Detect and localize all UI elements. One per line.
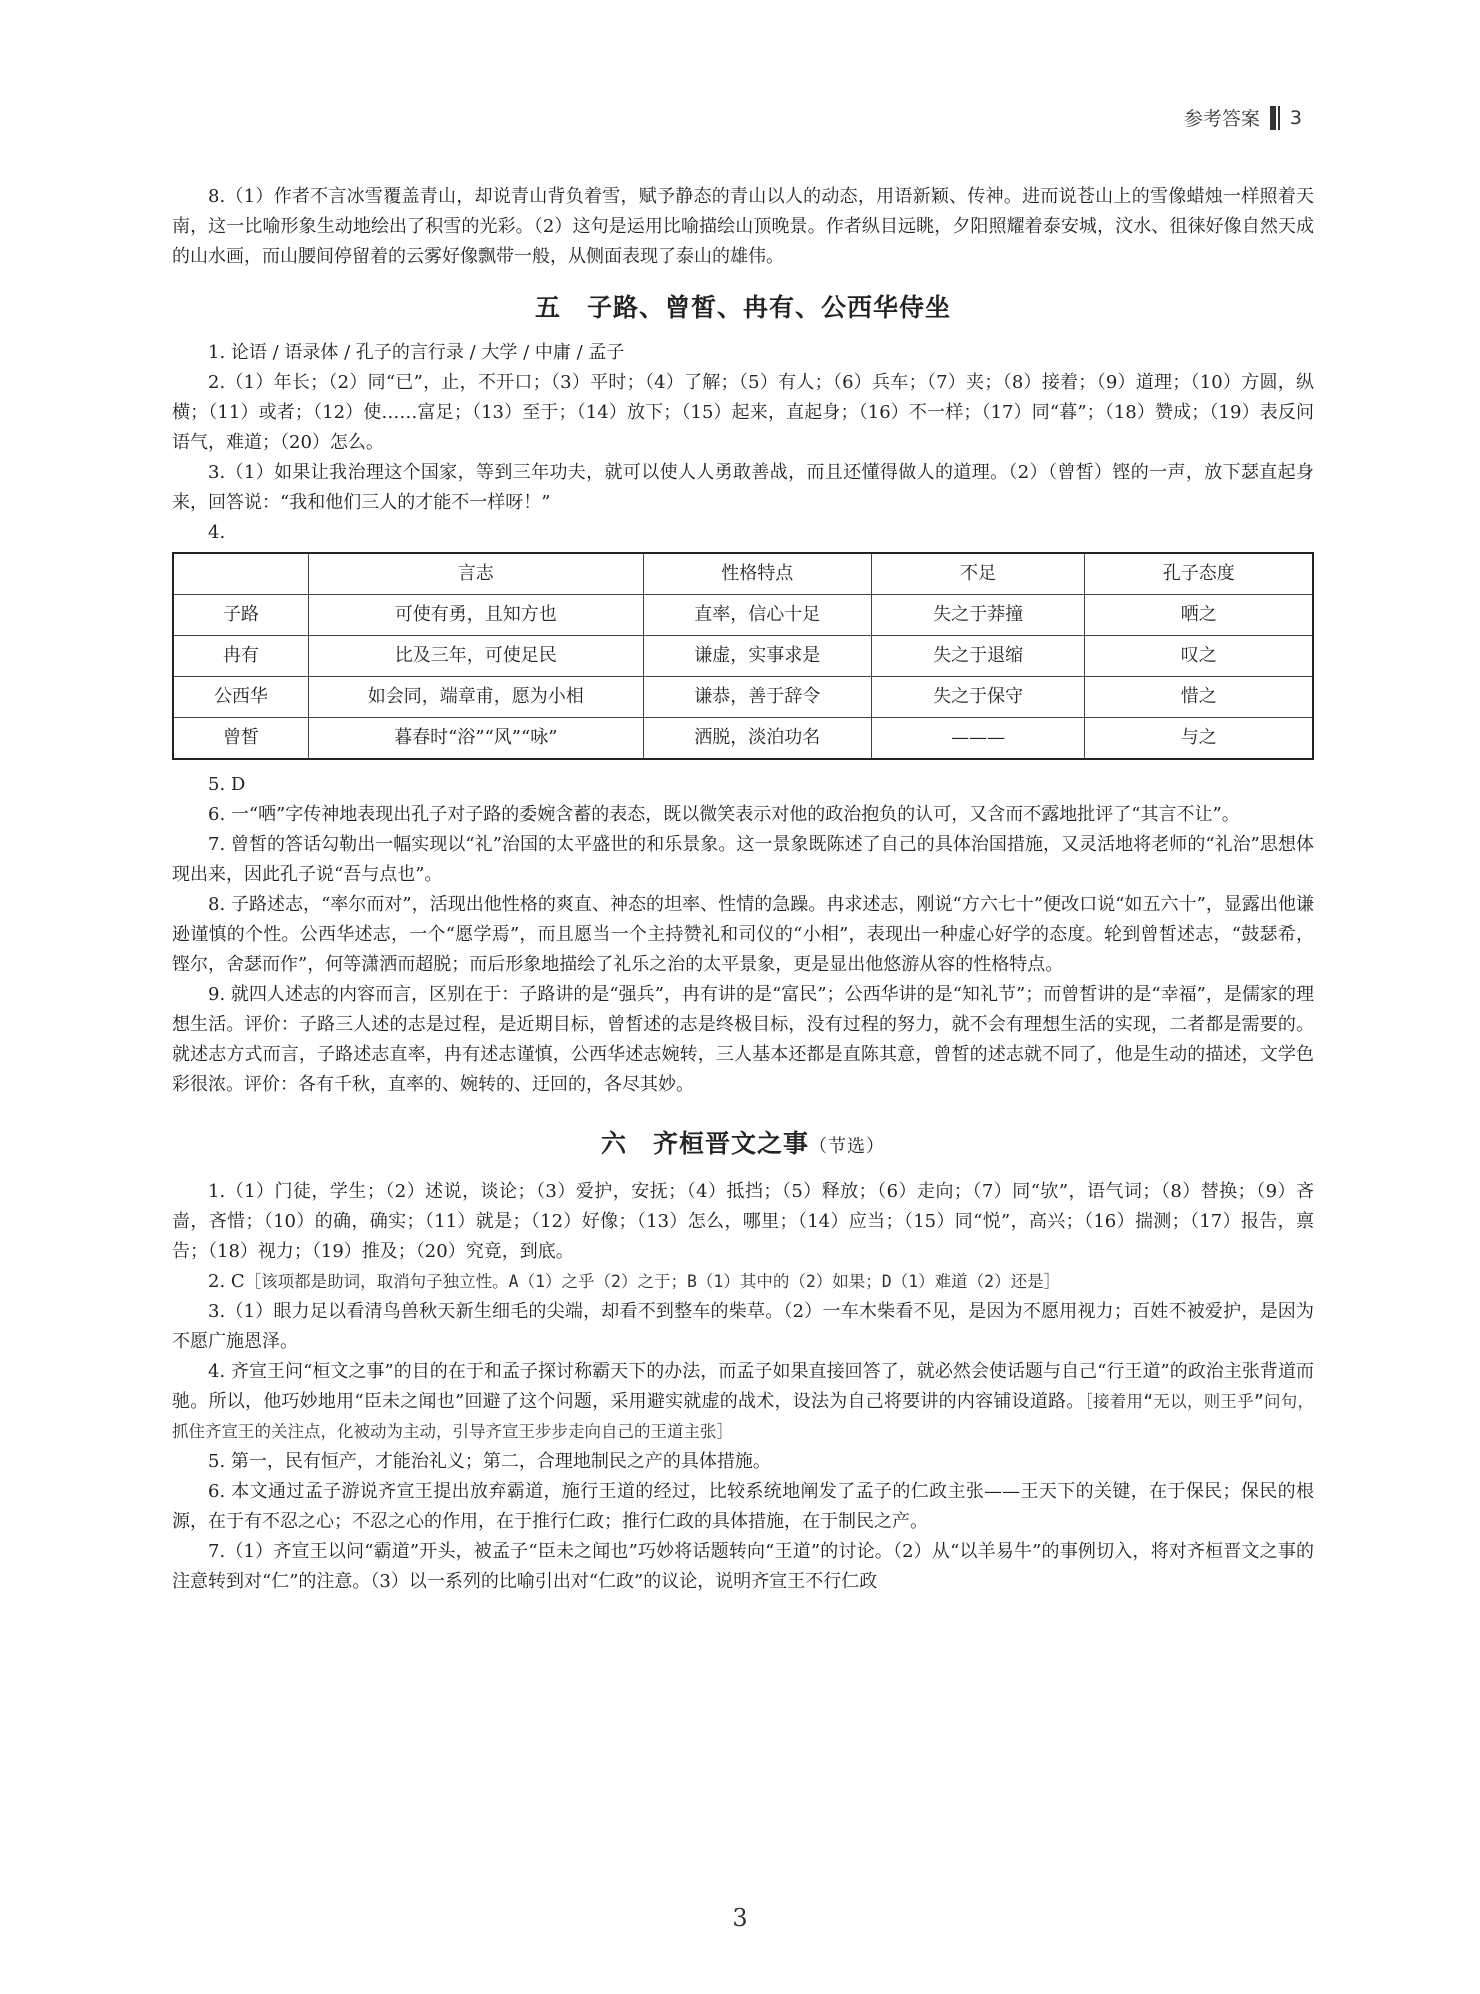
table-cell: 失之于保守	[871, 677, 1085, 718]
answer-item	[172, 458, 1314, 518]
table-row	[173, 636, 1313, 677]
answer-text: 6. 本文通过孟子游说齐宣王提出放弃霸道，施行王道的经过，比较系统地阐发了孟子的仁政主张——王天下的关键，在于保民；保民的根源，在于有不忍之心；不忍之心的作用，在于推行仁政；推行仁政的具体措施，在于制民之产。	[172, 1481, 1314, 1532]
table-header-cell: 不足	[871, 553, 1085, 595]
answer-note: ［该项都是助词，取消句子独立性。A（1）之乎（2）之于；B（1）其中的（2）如果；D（1）难道（2）还是］	[244, 1272, 1061, 1291]
answer-item	[172, 1177, 1314, 1267]
page-content	[172, 182, 1314, 1597]
section5-answers-a	[172, 338, 1314, 548]
answer-text: 8. 子路述志，“率尔而对”，活现出他性格的爽直、神态的坦率、性情的急躁。冉求述志，刚说“方六七十”便改口说“如五六十”，显露出他谦逊谨慎的个性。公西华述志，一个“愿学焉”，而且愿当一个主持赞礼和司仪的“小相”，表现出一种虚心好学的态度。轮到曾皙述志，“鼓瑟希，铿尔，舍瑟而作”，何等潇洒而超脱；而后形象地描绘了礼乐之治的太平景象，更是显出他悠游从容的性格特点。	[172, 894, 1314, 975]
section-title-5: 五 子路、曾皙、冉有、公西华侍坐	[534, 293, 951, 322]
table-body	[173, 595, 1313, 760]
table-cell: 冉有	[173, 636, 308, 677]
answer-text: 7.（1）齐宣王以问“霸道”开头，被孟子“臣未之闻也”巧妙将话题转向“王道”的讨论。（2）从“以羊易牛”的事例切入，将对齐桓晋文之事的注意转到对“仁”的注意。（3）以一系列的比喻引出对“仁政”的议论，说明齐宣王不行仁政	[172, 1541, 1314, 1592]
table-cell: 曾皙	[173, 718, 308, 760]
table-cell: 谦恭，善于辞令	[643, 677, 871, 718]
answer-text: 8.（1）作者不言冰雪覆盖青山，却说青山背负着雪，赋予静态的青山以人的动态，用语新颖、传神。进而说苍山上的雪像蜡烛一样照着天南，这一比喻形象生动地绘出了积雪的光彩。（2）这句是运用比喻描绘山顶晚景。作者纵目远眺，夕阳照耀着泰安城，汶水、徂徕好像自然天成的山水画，而山腰间停留着的云雾好像飘带一般，从侧面表现了泰山的雄伟。	[172, 186, 1314, 267]
answer-text: 1. 论语 / 语录体 / 孔子的言行录 / 大学 / 中庸 / 孟子	[208, 342, 625, 363]
section6-title-note: （节选）	[809, 1136, 885, 1157]
answer-text: 3.（1）眼力足以看清鸟兽秋天新生细毛的尖端，却看不到整车的柴草。（2）一车木柴看不见，是因为不愿用视力；百姓不被爱护，是因为不愿广施恩泽。	[172, 1301, 1314, 1352]
table-cell: 子路	[173, 595, 308, 636]
table-cell: 与之	[1085, 718, 1313, 760]
table-header-cell	[173, 553, 308, 595]
table-cell: 可使有勇，且知方也	[308, 595, 643, 636]
answer-item	[172, 1537, 1314, 1597]
answer-item	[172, 980, 1314, 1100]
answer-item	[172, 1297, 1314, 1357]
table-cell: 如会同，端章甫，愿为小相	[308, 677, 643, 718]
table-row	[173, 718, 1313, 760]
section6-answers	[172, 1177, 1314, 1597]
table-header-cell: 性格特点	[643, 553, 871, 595]
answer-text: 3.（1）如果让我治理这个国家，等到三年功夫，就可以使人人勇敢善战，而且还懂得做人的道理。（2）（曾皙）铿的一声，放下瑟直起身来，回答说：“我和他们三人的才能不一样呀！”	[172, 462, 1314, 513]
answer-item	[172, 830, 1314, 890]
answer-item	[172, 800, 1314, 830]
answer-item	[172, 1477, 1314, 1537]
comparison-table	[172, 552, 1314, 760]
page-number-footer: 3	[732, 1904, 748, 1932]
table-cell: 失之于莽撞	[871, 595, 1085, 636]
answer-item	[172, 770, 1314, 800]
table-cell: 失之于退缩	[871, 636, 1085, 677]
answer-text: 5. D	[208, 774, 246, 795]
intro-answers	[172, 182, 1314, 272]
answer-text: 9. 就四人述志的内容而言，区别在于：子路讲的是“强兵”，冉有讲的是“富民”；公西华讲的是“知礼节”；而曾皙讲的是“幸福”，是儒家的理想生活。评价：子路三人述的志是过程，是近期目标，曾皙述的志是终极目标，没有过程的努力，就不会有理想生活的实现，二者都是需要的。就述志方式而言，子路述志直率，冉有述志谨慎，公西华述志婉转，三人基本还都是直陈其意，曾皙的述志就不同了，他是生动的描述，文学色彩很浓。评价：各有千秋，直率的、婉转的、迂回的，各尽其妙。	[172, 984, 1314, 1095]
header-label: 参考答案	[1183, 108, 1260, 130]
answer-text: 1.（1）门徒，学生；（2）述说，谈论；（3）爱护，安抚；（4）抵挡；（5）释放；（6）走向；（7）同“欤”，语气词；（8）替换；（9）吝啬，吝惜；（10）的确，确实；（11）就是；（12）好像；（13）怎么，哪里；（14）应当；（15）同“悦”，高兴；（16）揣测；（17）报告，禀告；（18）视力；（19）推及；（20）究竟，到底。	[172, 1181, 1314, 1262]
answer-item	[172, 890, 1314, 980]
answer-note: ［接着用“无以，则王乎”问句，抓住齐宣王的关注点，化被动为主动，引导齐宣王步步走向自己的王道主张］	[172, 1392, 1314, 1441]
answer-item	[172, 338, 1314, 368]
answer-text: 4. 齐宣王问“桓文之事”的目的在于和孟子探讨称霸天下的办法，而孟子如果直接回答了，就必然会使话题与自己“行王道”的政治主张背道而驰。所以，他巧妙地用“臣未之闻也”回避了这个问题，采用避实就虚的战术，设法为自己将要讲的内容铺设道路。	[172, 1361, 1314, 1412]
answer-text: 5. 第一，民有恒产，才能治礼义；第二，合理地制民之产的具体措施。	[208, 1451, 771, 1472]
table-header-cell: 孔子态度	[1085, 553, 1313, 595]
header-divider	[1270, 106, 1276, 130]
answer-item	[172, 368, 1314, 458]
table-cell: 暮春时“浴”“风”“咏”	[308, 718, 643, 760]
table-cell: 惜之	[1085, 677, 1313, 718]
table-cell: 洒脱，淡泊功名	[643, 718, 871, 760]
answer-text: 6. 一“哂”字传神地表现出孔子对子路的委婉含蓄的表态，既以微笑表示对他的政治抱负的认可，又含而不露地批评了“其言不让”。	[208, 804, 1240, 825]
answer-text: 2. C	[208, 1271, 245, 1292]
table-cell: 哂之	[1085, 595, 1313, 636]
answer-item	[172, 1447, 1314, 1477]
answer-text: 7. 曾皙的答话勾勒出一幅实现以“礼”治国的太平盛世的和乐景象。这一景象既陈述了自己的具体治国措施，又灵活地将老师的“礼治”思想体现出来，因此孔子说“吾与点也”。	[172, 834, 1314, 885]
table-row	[173, 595, 1313, 636]
table-cell: 直率，信心十足	[643, 595, 871, 636]
answer-item	[172, 1267, 1314, 1297]
table-header-row	[173, 553, 1313, 595]
table-cell: 比及三年，可使足民	[308, 636, 643, 677]
section-title-6	[172, 1122, 1314, 1169]
table-cell: ———	[871, 718, 1085, 760]
table-header-cell: 言志	[308, 553, 643, 595]
table-cell: 叹之	[1085, 636, 1313, 677]
answer-item	[172, 518, 1314, 548]
table-cell: 公西华	[173, 677, 308, 718]
running-header	[1184, 104, 1302, 131]
header-divider-thin	[1278, 106, 1280, 130]
header-page-number: 3	[1289, 106, 1302, 129]
table-cell: 谦虚，实事求是	[643, 636, 871, 677]
answer-item	[172, 182, 1314, 272]
table-row	[173, 677, 1313, 718]
section6-title-text: 六 齐桓晋文之事	[600, 1129, 809, 1158]
answer-text: 4.	[208, 522, 226, 543]
answer-item	[172, 1357, 1314, 1447]
section5-answers-b	[172, 770, 1314, 1100]
answer-text: 2.（1）年长；（2）同“已”，止，不开口；（3）平时；（4）了解；（5）有人；（6）兵车；（7）夹；（8）接着；（9）道理；（10）方圆，纵横；（11）或者；（12）使……富足；（13）至于；（14）放下；（15）起来，直起身；（16）不一样；（17）同“暮”；（18）赞成；（19）表反问语气，难道；（20）怎么。	[172, 372, 1314, 453]
